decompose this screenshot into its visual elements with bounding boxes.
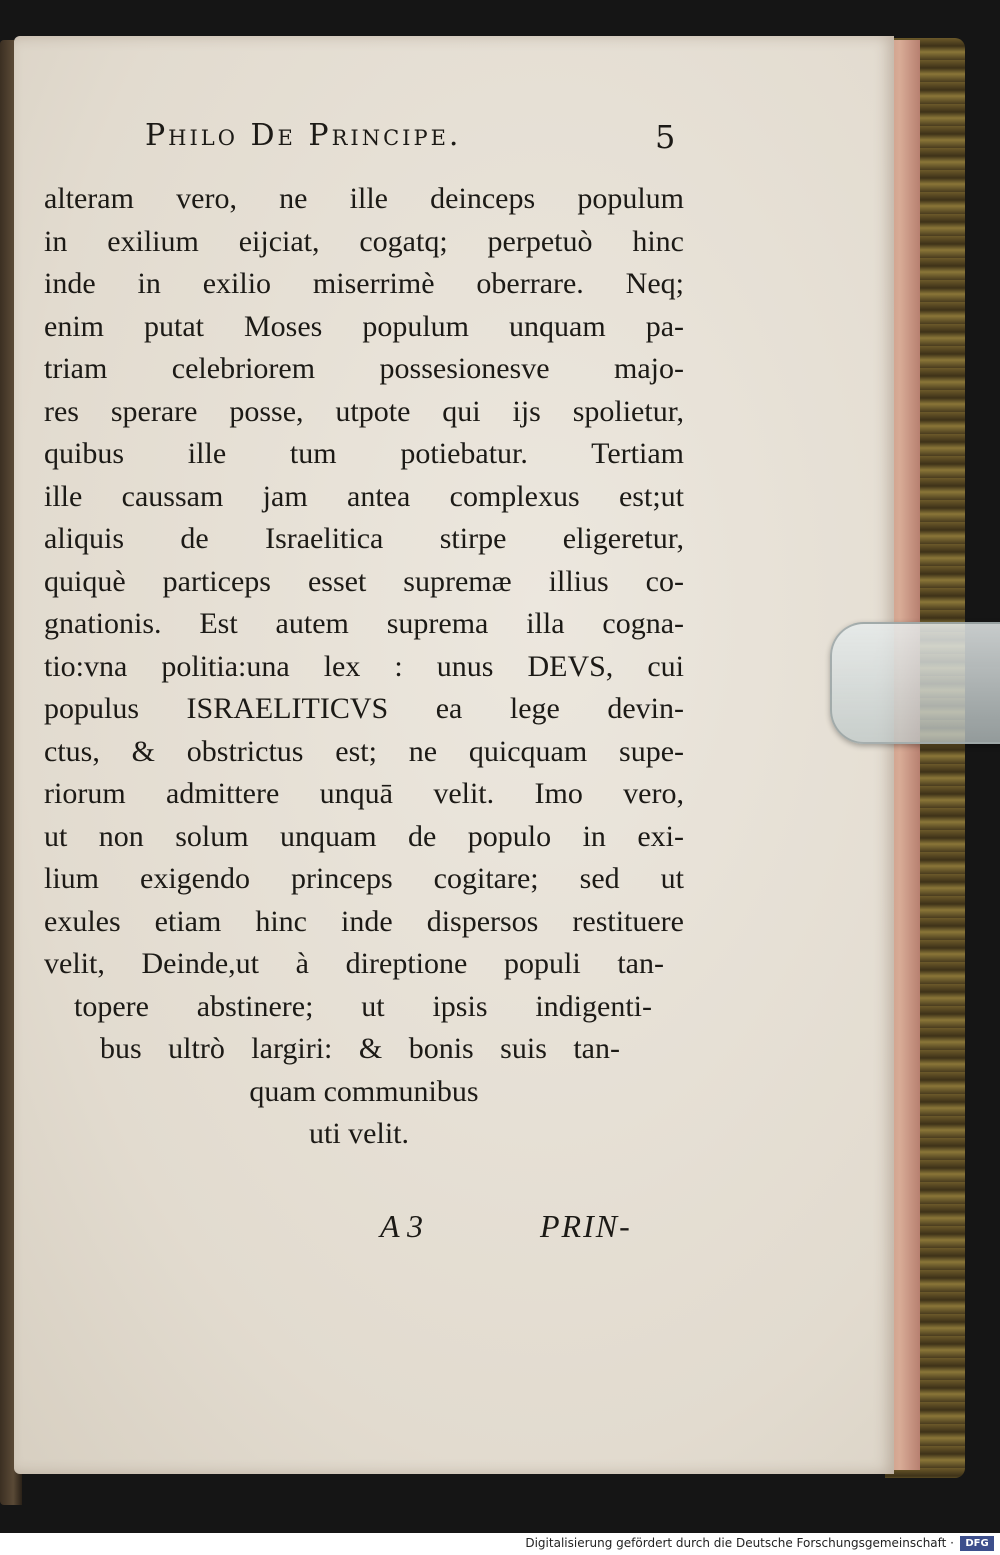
text-line: populus ISRAELITICVS ea lege devin- — [44, 692, 684, 725]
text-line: ctus, & obstrictus est; ne quicquam supe- — [44, 734, 684, 768]
footer-bar — [0, 1533, 1000, 1555]
text-line: riorum admittere unquā velit. Imo vero, — [44, 777, 684, 810]
text-line: ut non solum unquam de populo in exi- — [44, 819, 684, 853]
text-line: quiquè particeps esset supremæ illius co- — [44, 564, 684, 598]
text-line: gnationis. Est autem suprema illa cogna- — [44, 607, 684, 640]
text-line: alteram vero, ne ille deinceps populum — [44, 182, 684, 215]
text-line: ille caussam jam antea complexus est;ut — [44, 479, 684, 513]
body-text — [44, 178, 684, 1156]
text-line: quibus ille tum potiebatur. Tertiam — [44, 437, 684, 470]
page-clip — [830, 622, 1000, 744]
text-line: tio:vna politia:una lex : unus DEVS, cui — [44, 649, 684, 683]
text-line: in exilium eijciat, cogatq; perpetuò hinc — [44, 224, 684, 258]
text-line: uti velit. — [309, 1117, 409, 1150]
text-line: aliquis de Israelitica stirpe eligeretur, — [44, 522, 684, 555]
text-line: lium exigendo princeps cogitare; sed ut — [44, 862, 684, 895]
footer-credit: Digitalisierung gefördert durch die Deutsche Forschungsgemeinschaft · — [525, 1536, 954, 1550]
page-number: 5 — [655, 118, 676, 156]
text-line: inde in exilio miserrimè oberrare. Neq; — [44, 267, 684, 300]
signature-mark: A 3 — [380, 1208, 423, 1244]
text-line: velit, Deinde,ut à direptione populi tan- — [44, 947, 664, 980]
dfg-logo: DFG — [960, 1536, 994, 1551]
text-line: quam communibus — [249, 1074, 479, 1108]
running-head: Philo De Principe. — [145, 118, 462, 153]
text-line: topere abstinere; ut ipsis indigenti- — [74, 989, 652, 1023]
text-line: res sperare posse, utpote qui ijs spolietur, — [44, 394, 684, 428]
text-line: enim putat Moses populum unquam pa- — [44, 309, 684, 343]
catchword: PRIN- — [540, 1208, 632, 1244]
text-line: triam celebriorem possesionesve majo- — [44, 352, 684, 385]
text-line: exules etiam hinc inde dispersos restituere — [44, 904, 684, 938]
text-line: bus ultrò largiri: & bonis suis tan- — [100, 1032, 620, 1065]
